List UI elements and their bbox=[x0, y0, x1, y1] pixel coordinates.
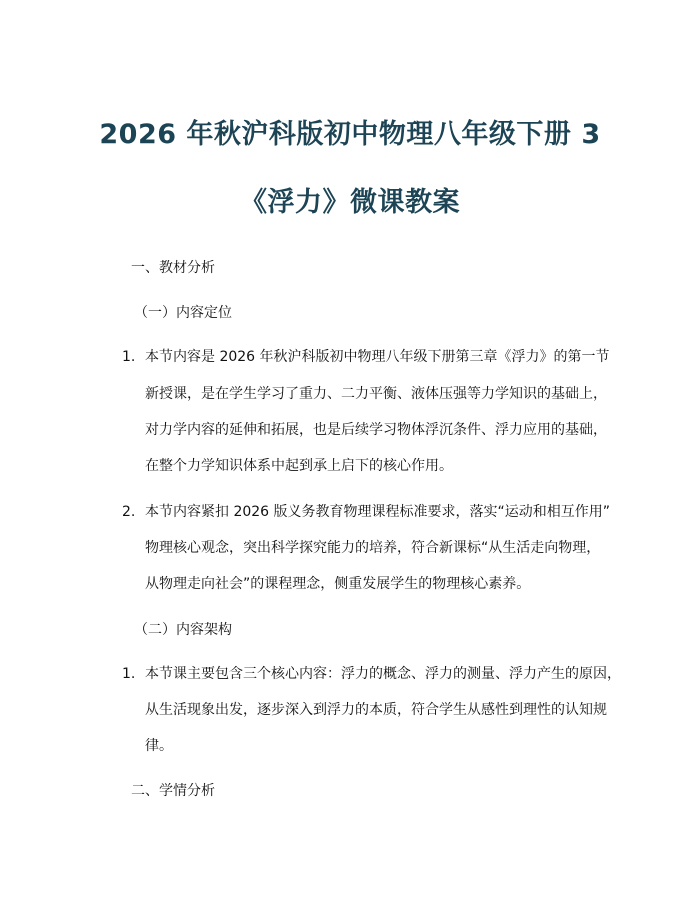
document-title-line-1: 2026 年秋沪科版初中物理八年级下册 3 bbox=[99, 119, 601, 150]
paragraph-line: 本节课主要包含三个核心内容：浮力的概念、浮力的测量、浮力产生的原因， bbox=[145, 666, 621, 682]
list-item-number: 1. bbox=[122, 349, 136, 365]
list-item-number: 1. bbox=[122, 666, 136, 682]
paragraph-line: 从物理走向社会”的课程理念，侧重发展学生的物理核心素养。 bbox=[145, 576, 531, 592]
paragraph-line: 本节内容是 2026 年秋沪科版初中物理八年级下册第三章《浮力》的第一节 bbox=[145, 349, 610, 365]
subsection-heading-content-structure: （二）内容架构 bbox=[134, 622, 232, 638]
subsection-heading-content-positioning: （一）内容定位 bbox=[134, 305, 232, 321]
paragraph-line: 物理核心观念，突出科学探究能力的培养，符合新课标“从生活走向物理， bbox=[145, 540, 601, 556]
paragraph-line: 新授课，是在学生学习了重力、二力平衡、液体压强等力学知识的基础上， bbox=[145, 386, 607, 402]
section-heading-learner-analysis: 二、学情分析 bbox=[131, 783, 215, 799]
paragraph-line: 从生活现象出发，逐步深入到浮力的本质，符合学生从感性到理性的认知规 bbox=[145, 702, 607, 718]
document-title-line-2: 《浮力》微课教案 bbox=[240, 187, 460, 218]
paragraph-line: 律。 bbox=[145, 738, 173, 754]
paragraph-line: 本节内容紧扣 2026 版义务教育物理课程标准要求，落实“运动和相互作用” bbox=[145, 504, 611, 520]
paragraph-line: 对力学内容的延伸和拓展，也是后续学习物体浮沉条件、浮力应用的基础， bbox=[145, 422, 607, 438]
paragraph-line: 在整个力学知识体系中起到承上启下的核心作用。 bbox=[145, 458, 453, 474]
list-item-number: 2. bbox=[122, 504, 136, 520]
section-heading-textbook-analysis: 一、教材分析 bbox=[131, 260, 215, 276]
